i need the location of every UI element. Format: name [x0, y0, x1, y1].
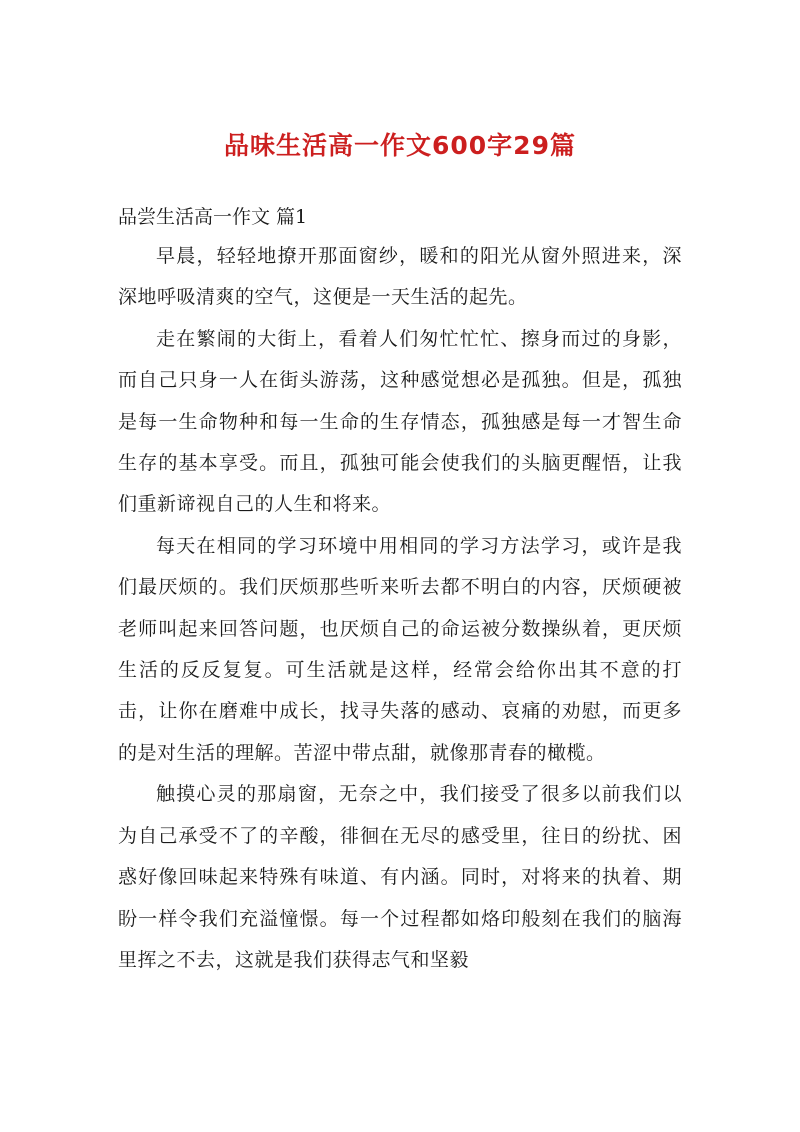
essay-body — [118, 236, 682, 981]
document-title: 品味生活高一作文600字29篇 — [224, 131, 576, 160]
paragraph: 走在繁闹的大街上，看着人们匆忙忙忙、擦身而过的身影，而自己只身一人在街头游荡，这种感觉想必是孤独。但是，孤独是每一生命物种和每一生命的生存情态，孤独感是每一才智生命生存的基本享受。而且，孤独可能会使我们的头脑更醒悟，让我们重新谛视自己的人生和将来。 — [118, 327, 682, 516]
paragraph: 触摸心灵的那扇窗，无奈之中，我们接受了很多以前我们以为自己承受不了的辛酸，徘徊在无尽的感受里，往日的纷扰、困惑好像回味起来特殊有味道、有内涵。同时，对将来的执着、期盼一样令我们充溢憧憬。每一个过程都如烙印般刻在我们的脑海里挥之不去，这就是我们获得志气和坚毅 — [118, 783, 682, 971]
section-heading: 品尝生活高一作文 篇1 — [118, 206, 308, 228]
paragraph: 早晨，轻轻地撩开那面窗纱，暖和的阳光从窗外照进来，深深地呼吸清爽的空气，这便是一天生活的起先。 — [118, 245, 682, 309]
paragraph: 每天在相同的学习环境中用相同的学习方法学习，或许是我们最厌烦的。我们厌烦那些听来听去都不明白的内容，厌烦硬被老师叫起来回答问题，也厌烦自己的命运被分数操纵着，更厌烦生活的反反复复。可生活就是这样，经常会给你出其不意的打击，让你在磨难中成长，找寻失落的感动、哀痛的劝慰，而更多的是对生活的理解。苦涩中带点甜，就像那青春的橄榄。 — [118, 534, 682, 764]
